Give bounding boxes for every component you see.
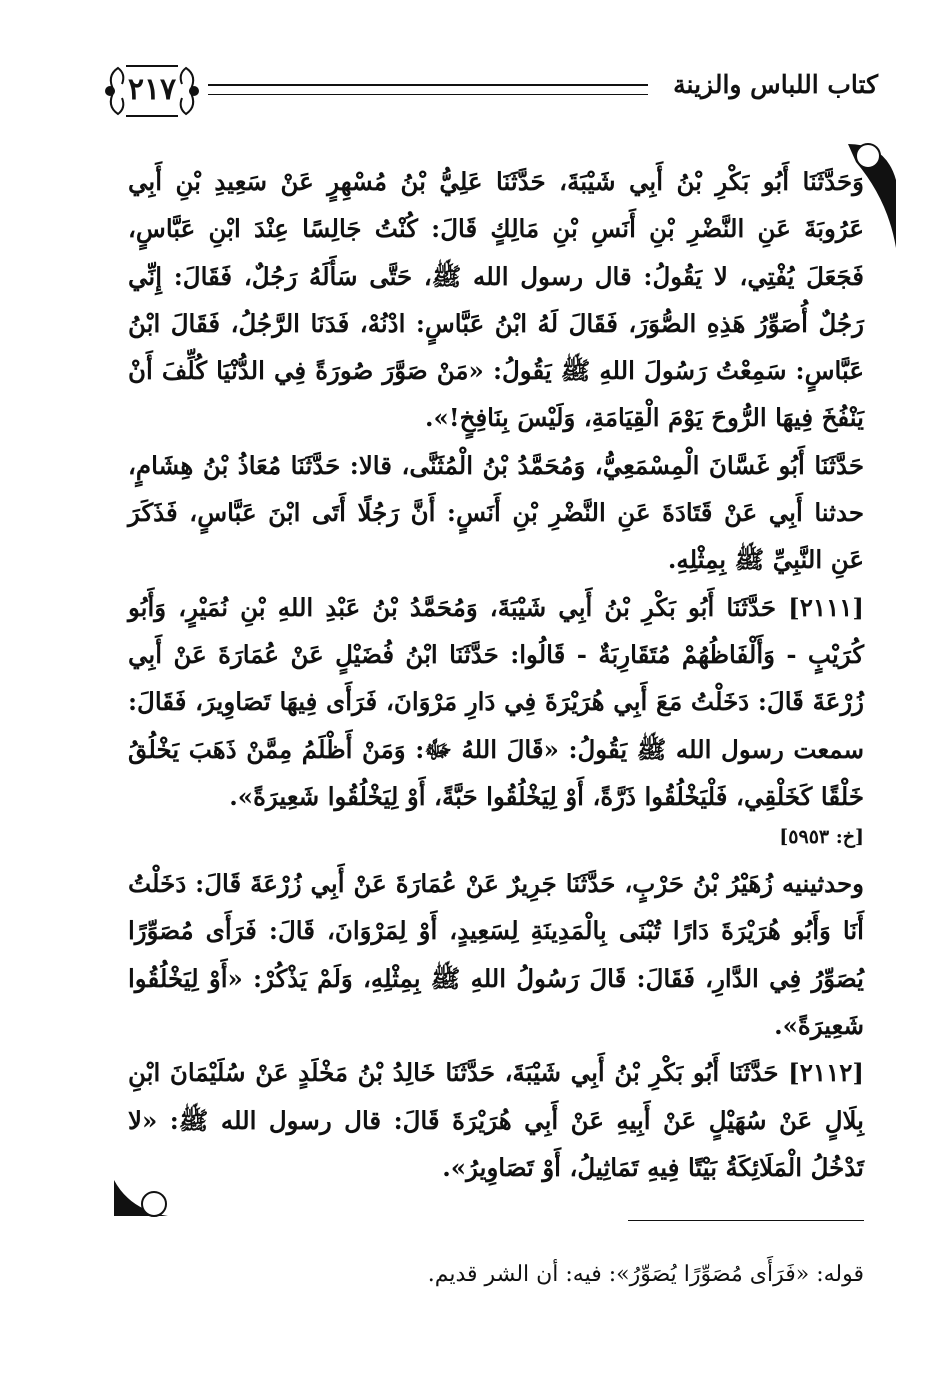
paragraph-5: [٢١١٢] حَدَّثَنَا أَبُو بَكْرِ بْنُ أَبِي شَيْبَةَ، حَدَّثَنَا خَالِدُ بْنُ مَخْلَدٍ عَنْ سُلَيْمَانَ ابْنِ بِلَالٍ عَنْ سُهَيْلٍ عَنْ أَبِيهِ عَنْ أَبِي هُرَيْرَةَ قَالَ: قال رسول الله ﷺ: «لا تَدْخُلُ الْمَلَائِكَةُ بَيْتًا فِيهِ تَمَاثِيلُ، أَوْ تَصَاوِيرُ». xyxy=(128,1058,864,1182)
header-rule xyxy=(208,84,648,95)
paragraph-3: [٢١١١] حَدَّثَنَا أَبُو بَكْرِ بْنُ أَبِي شَيْبَةَ، وَمُحَمَّدُ بْنُ عَبْدِ اللهِ بْنِ نُمَيْرٍ، وَأَبُو كُرَيْبٍ - وَأَلْفَاظُهُمْ مُتَقَارِبَةٌ - قَالُوا: حَدَّثَنَا ابْنُ فُضَيْلٍ عَنْ عُمَارَةَ عَنْ أَبِي زُرْعَةَ قَالَ: دَخَلْتُ مَعَ أَبِي هُرَيْرَةَ فِي دَارِ مَرْوَانَ، فَرَأَى فِيهَا تَصَاوِيرَ، فَقَالَ: سمعت رسول الله ﷺ يَقُولُ: «قَالَ اللهُ ﷻ: وَمَنْ أَظْلَمُ مِمَّنْ ذَهَبَ يَخْلُقُ خَلْقًا كَخَلْقِي، فَلْيَخْلُقُوا ذَرَّةً، أَوْ لِيَخْلُقُوا حَبَّةً، أَوْ لِيَخْلُقُوا شَعِيرَةً». xyxy=(128,592,864,811)
paragraph-4: وحدثينيه زُهَيْرُ بْنُ حَرْبٍ، حَدَّثَنَا جَرِيرٌ عَنْ عُمَارَةَ عَنْ أَبِي زُرْعَةَ قَالَ: دَخَلْتُ أَنَا وَأَبُو هُرَيْرَةَ دَارًا تُبْنَى بِالْمَدِينَةِ لِسَعِيدٍ، أَوْ لِمَرْوَانَ، قَالَ: فَرَأَى مُصَوِّرًا يُصَوِّرُ فِي الدَّارِ، فَقَالَ: قَالَ رَسُولُ اللهِ ﷺ بِمِثْلِهِ، وَلَمْ يَذْكُرْ: «أَوْ لِيَخْلُقُوا شَعِيرَةً». xyxy=(128,869,864,1041)
footnote-separator xyxy=(628,1220,864,1221)
bukhari-reference: [خ: ٥٩٥٣] xyxy=(779,826,864,849)
reference-wrap xyxy=(128,822,864,852)
page-number: ٢١٧ xyxy=(127,71,177,107)
footnote: قوله: «فَرَأَى مُصَوِّرًا يُصَوِّرُ»: فيه: أن الشر قديم. xyxy=(427,1262,864,1287)
paragraph-1: وَحَدَّثَنَا أَبُو بَكْرِ بْنُ أَبِي شَيْبَةَ، حَدَّثَنَا عَلِيُّ بْنُ مُسْهِرٍ عَنْ سَعِيدِ بْنِ أَبِي عَرُوبَةَ عَنِ النَّضْرِ بْنِ أَنَسِ بْنِ مَالِكٍ قَالَ: كُنْتُ جَالِسًا عِنْدَ ابْنِ عَبَّاسٍ، فَجَعَلَ يُفْتِي، لا يَقُولُ: قال رسول الله ﷺ، حَتَّى سَأَلَهُ رَجُلٌ، فَقَالَ: إِنِّي رَجُلٌ أُصَوِّرُ هَذِهِ الصُّوَرَ، فَقَالَ لَهُ ابْنُ عَبَّاسٍ: ادْنُهْ، فَدَنَا الرَّجُلُ، فَقَالَ ابْنُ عَبَّاسٍ: سَمِعْتُ رَسُولَ اللهِ ﷺ يَقُولُ: «مَنْ صَوَّرَ صُورَةً فِي الدُّنْيَا كُلِّفَ أَنْ يَنْفُخَ فِيهَا الرُّوحَ يَوْمَ الْقِيَامَةِ، وَلَيْسَ بِنَافِخٍ!». xyxy=(128,167,864,433)
book-title: كتاب اللباس والزينة xyxy=(673,70,878,99)
page-number-frame xyxy=(96,56,208,126)
page-header xyxy=(96,56,878,126)
paragraph-2: حَدَّثَنَا أَبُو غَسَّانَ الْمِسْمَعِيُّ، وَمُحَمَّدُ بْنُ الْمُثَنَّى، قالا: حَدَّثَنَا مُعَاذُ بْنُ هِشَامٍ، حدثنا أَبِي عَنْ قَتَادَةَ عَنِ النَّضْرِ بْنِ أَنَسٍ: أَنَّ رَجُلًا أَتَى ابْنَ عَبَّاسٍ، فَذَكَرَ عَنِ النَّبِيِّ ﷺ بِمِثْلِهِ. xyxy=(128,450,864,575)
hadith-text-body xyxy=(128,158,864,1191)
